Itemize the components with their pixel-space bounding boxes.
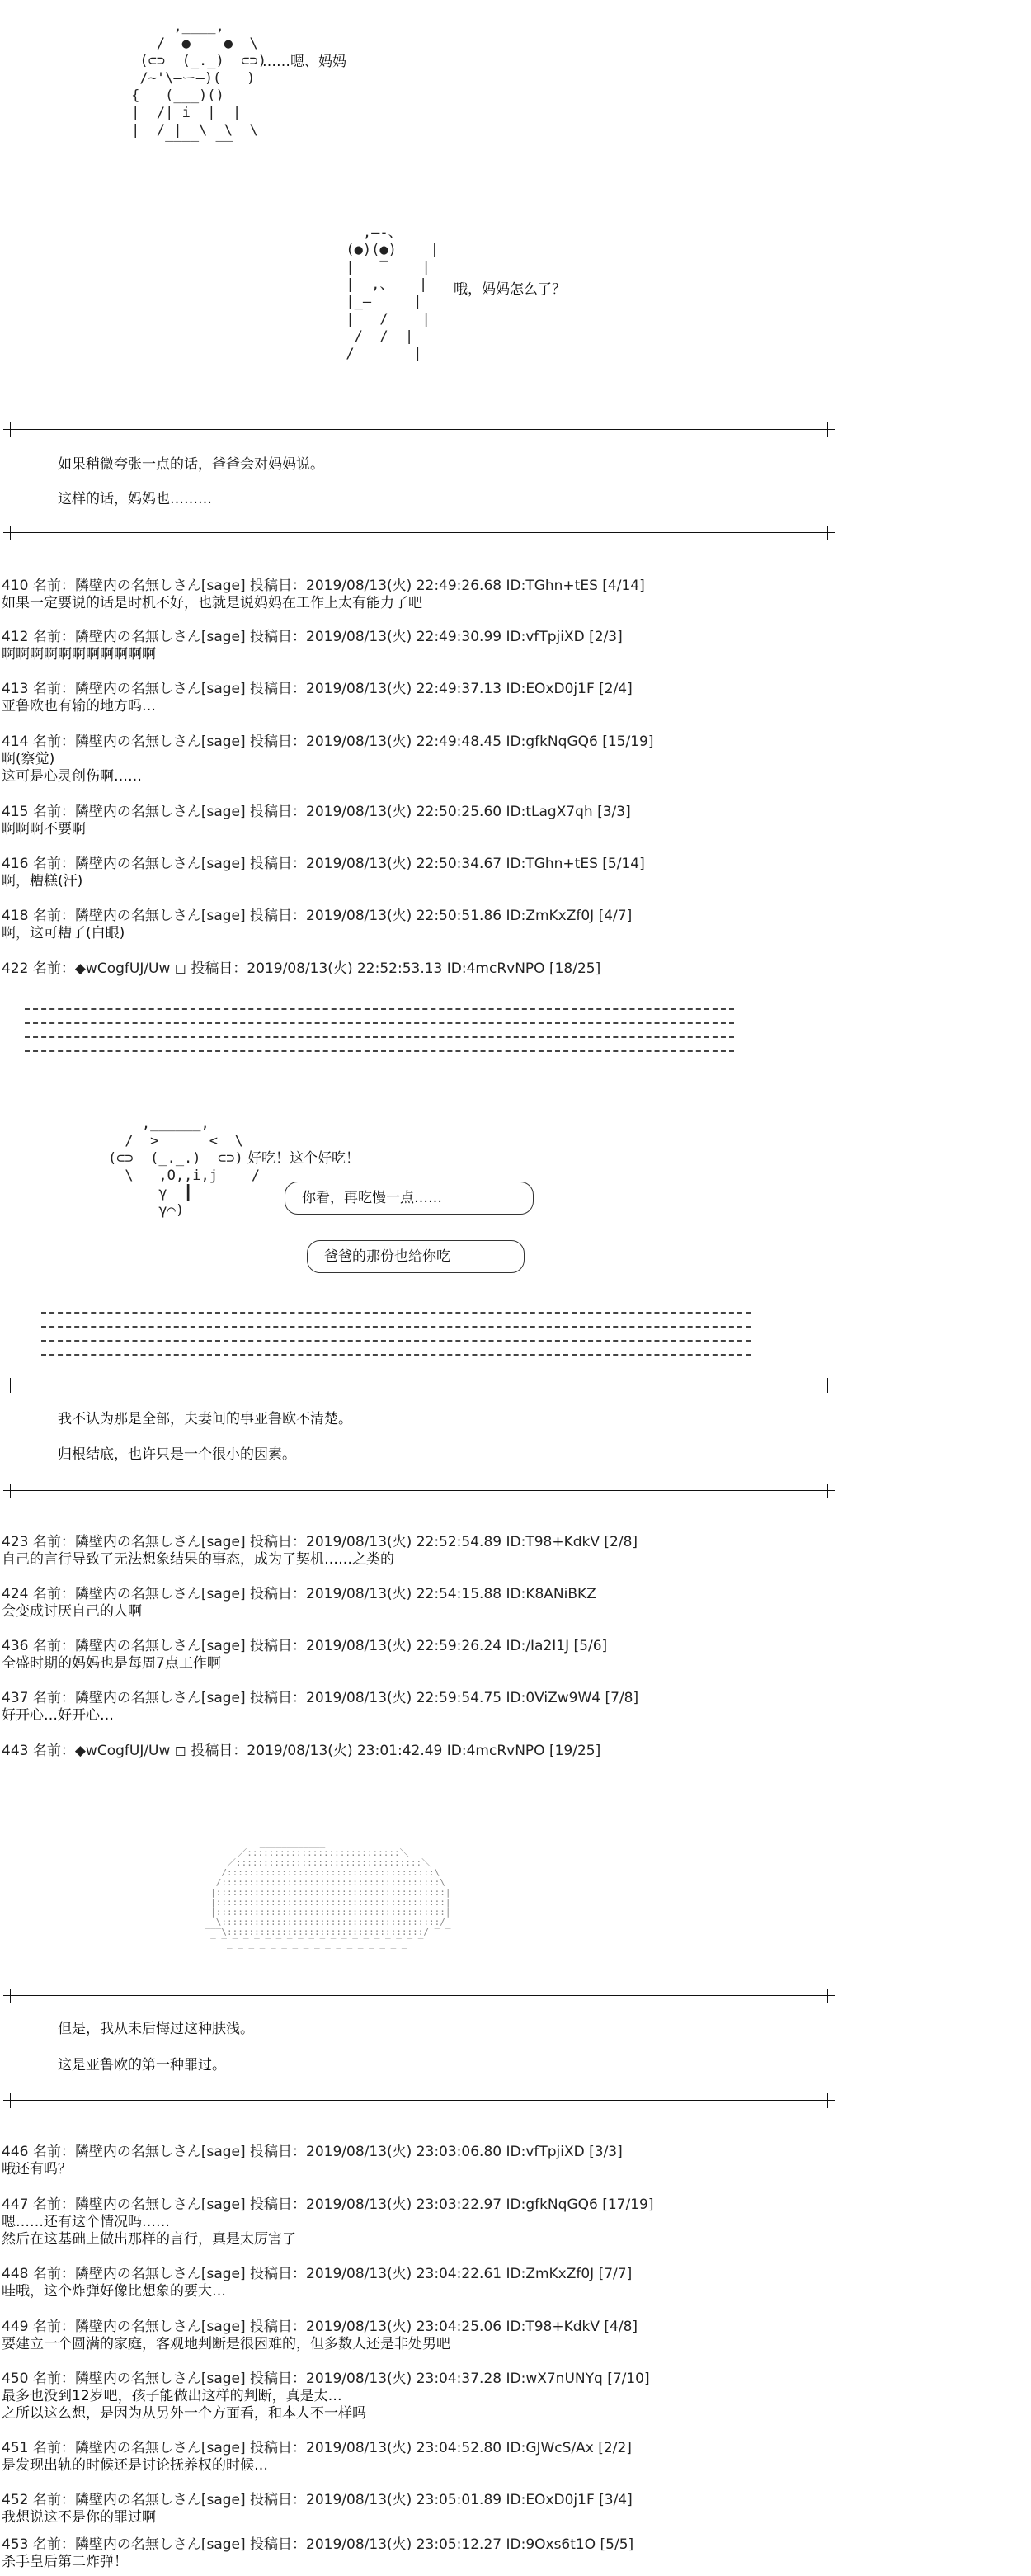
post — [2, 1638, 607, 1673]
post-body-line: 啊啊啊啊啊啊啊啊啊啊啊 — [2, 646, 156, 663]
scene-divider — [3, 1995, 835, 1996]
scene-divider — [3, 429, 835, 430]
narration-line: 但是，我从未后悔过这种肤浅。 — [58, 2021, 254, 2037]
ascii-art-face-3: ,______, / > < \ (⊂⊃ (_._.) ⊂⊃) \ ,O,,i,j / γ ┃ γ⌒) — [107, 1116, 261, 1219]
post-header: 449 名前：隣壁内の名無しさん[sage] 投稿日：2019/08/13(火) 23:04:25.06 ID:T98+KdkV [4/8] — [2, 2319, 638, 2335]
post — [2, 2536, 633, 2571]
post-header: 414 名前：隣壁内の名無しさん[sage] 投稿日：2019/08/13(火) 22:49:48.45 ID:gfkNqGQ6 [15/19] — [2, 734, 654, 750]
ascii-art-dotted-blob: ____________ ／::::::::::::::::::::::::::::＼ ／::::::::::::::::::::::::::::::::::＼ /::::::::::::::::::::::::::::::::::::::\ /::::::::::::::::::::::::::::::::::::::::\ |::::::::::::::::::::::::::::::::::::::::::| |::::::::::::::::::::::::::::::::::::::::::| |::::::::::::::::::::::::::::::::::::::::::| \::::::::::::::::::::::::::::::::::::::::/ ‾‾‾\::::::::::::::::::::::::::::::::::::/ ‾ ‾ ‾ ‾ ‾ ‾ ‾ ‾ ‾ ‾ ‾ ‾ ‾ ‾ ‾ ‾ ‾ ‾ ‾ ‾ ‾ ‾ ‾ ‾ ‾ ‾ ‾ ‾ ‾ ‾ ‾ ‾ ‾ ‾ ‾ ‾ ‾ ‾ ‾ — [205, 1838, 451, 1957]
post — [2, 2196, 653, 2248]
post — [2, 578, 645, 612]
post — [2, 2266, 632, 2300]
post-header: 436 名前：隣壁内の名無しさん[sage] 投稿日：2019/08/13(火) 22:59:26.24 ID:/Ia2I1J [5/6] — [2, 1638, 608, 1654]
narration-line: 我不认为那是全部，夫妻间的事亚鲁欧不清楚。 — [58, 1411, 352, 1427]
narration-line: 归根结底，也许只是一个很小的因素。 — [58, 1446, 296, 1463]
post — [2, 2492, 633, 2526]
speech-line-2: 哦，妈妈怎么了？ — [454, 281, 566, 298]
dashed-art-lines — [41, 1312, 751, 1368]
narration-line: 如果稍微夸张一点的话，爸爸会对妈妈说。 — [58, 456, 324, 473]
post-header: 410 名前：隣壁内の名無しさん[sage] 投稿日：2019/08/13(火) 22:49:26.68 ID:TGhn+tES [4/14] — [2, 578, 645, 594]
post-body-line: 我想说这不是你的罪过啊 — [2, 2509, 156, 2526]
post-body-line: 要建立一个圆满的家庭，客观地判断是很困难的，但多数人还是非处男吧 — [2, 2336, 450, 2352]
post — [2, 908, 632, 942]
post-body-line: 最多也没到12岁吧，孩子能做出这样的判断，真是太… — [2, 2388, 342, 2404]
ascii-art-face-1: ,____, / ● ● \ (⊂⊃ (_._) ⊂⊃) /~'\—ー—)( ) { (___)() | /| i | | | / | \ \ \ ‾‾‾‾ ‾‾ — [131, 18, 266, 156]
post-header: 451 名前：隣壁内の名無しさん[sage] 投稿日：2019/08/13(火) 23:04:52.80 ID:GJWcS/Ax [2/2] — [2, 2440, 632, 2456]
narration-line: 这是亚鲁欧的第一种罪过。 — [58, 2057, 226, 2074]
post-body-line: 全盛时期的妈妈也是每周7点工作啊 — [2, 1655, 221, 1672]
post-header: 416 名前：隣壁内の名無しさん[sage] 投稿日：2019/08/13(火) 22:50:34.67 ID:TGhn+tES [5/14] — [2, 856, 645, 872]
post-header: 412 名前：隣壁内の名無しさん[sage] 投稿日：2019/08/13(火) 22:49:30.99 ID:vfTpjiXD [2/3] — [2, 629, 623, 645]
scene-divider — [3, 532, 835, 533]
post-body-line: 啊(察觉) — [2, 751, 55, 767]
post — [2, 804, 631, 838]
post — [2, 681, 633, 715]
speech-bubble: 你看，再吃慢一点…… — [285, 1182, 534, 1215]
post-header: 443 名前：◆wCogfUJ/Uw ◻ 投稿日：2019/08/13(火) 23:01:42.49 ID:4mcRvNPO [19/25] — [2, 1743, 601, 1759]
scene-divider — [3, 1490, 835, 1491]
post-body-line: 如果一定要说的话是时机不好，也就是说妈妈在工作上太有能力了吧 — [2, 595, 422, 611]
post-body-line: 这可是心灵创伤啊…… — [2, 768, 142, 785]
post-body-line: 会变成讨厌自己的人啊 — [2, 1603, 142, 1620]
dashed-art-lines — [25, 1008, 734, 1064]
post — [2, 1743, 600, 1760]
post-header: 447 名前：隣壁内の名無しさん[sage] 投稿日：2019/08/13(火) 23:03:22.97 ID:gfkNqGQ6 [17/19] — [2, 2196, 654, 2213]
post — [2, 1534, 638, 1569]
post-body-line: 然后在这基础上做出那样的言行，真是太厉害了 — [2, 2231, 296, 2248]
post-header: 415 名前：隣壁内の名無しさん[sage] 投稿日：2019/08/13(火) 22:50:25.60 ID:tLagX7qh [3/3] — [2, 804, 631, 820]
post-body-line: 啊，糟糕(汗) — [2, 873, 83, 889]
post-header: 453 名前：隣壁内の名無しさん[sage] 投稿日：2019/08/13(火) 23:05:12.27 ID:9Oxs6t1O [5/5] — [2, 2536, 634, 2553]
post-body-line: 啊，这可糟了(白眼) — [2, 925, 125, 941]
post-header: 424 名前：隣壁内の名無しさん[sage] 投稿日：2019/08/13(火) 22:54:15.88 ID:K8ANiBKZ — [2, 1586, 596, 1602]
speech-line-1: ……嗯、妈妈 — [262, 54, 346, 70]
narration-line: 这样的话，妈妈也……… — [58, 491, 212, 507]
post-body-line: 啊啊啊不要啊 — [2, 821, 86, 837]
ascii-art-face-2: ,—-、 (●)(●) | | ‾ | | ,、 | |_— | | / | / / | / | — [346, 224, 439, 362]
post-body-line: 杀手皇后第二炸弹！ — [2, 2554, 128, 2570]
post — [2, 2440, 632, 2475]
post-body-line: 是发现出轨的时候还是讨论抚养权的时候… — [2, 2457, 268, 2474]
post — [2, 629, 623, 663]
post-body-line: 自己的言行导致了无法想象结果的事态，成为了契机……之类的 — [2, 1551, 394, 1568]
post-body-line: 嗯……还有这个情况吗…… — [2, 2214, 170, 2230]
post — [2, 856, 645, 890]
post-body-line: 之所以这么想，是因为从另外一个方面看，和本人不一样吗 — [2, 2405, 366, 2422]
post-header: 437 名前：隣壁内の名無しさん[sage] 投稿日：2019/08/13(火) 22:59:54.75 ID:0ViZw9W4 [7/8] — [2, 1690, 639, 1706]
post-header: 448 名前：隣壁内の名無しさん[sage] 投稿日：2019/08/13(火) 23:04:22.61 ID:ZmKxZf0J [7/7] — [2, 2266, 633, 2282]
post-header: 446 名前：隣壁内の名無しさん[sage] 投稿日：2019/08/13(火) 23:03:06.80 ID:vfTpjiXD [3/3] — [2, 2144, 623, 2160]
speech-line-3: 好吃！这个好吃！ — [247, 1150, 360, 1167]
post-header: 423 名前：隣壁内の名無しさん[sage] 投稿日：2019/08/13(火) 22:52:54.89 ID:T98+KdkV [2/8] — [2, 1534, 638, 1550]
post-header: 422 名前：◆wCogfUJ/Uw ◻ 投稿日：2019/08/13(火) 22:52:53.13 ID:4mcRvNPO [18/25] — [2, 960, 601, 977]
post — [2, 2144, 623, 2178]
speech-bubble: 爸爸的那份也给你吃 — [307, 1240, 525, 1273]
post-header: 413 名前：隣壁内の名無しさん[sage] 投稿日：2019/08/13(火) 22:49:37.13 ID:EOxD0j1F [2/4] — [2, 681, 633, 697]
post — [2, 734, 653, 786]
post — [2, 1690, 638, 1724]
scene-divider — [3, 2100, 835, 2101]
post — [2, 2319, 638, 2353]
post-body-line: 好开心…好开心… — [2, 1707, 114, 1724]
post-header: 418 名前：隣壁内の名無しさん[sage] 投稿日：2019/08/13(火) 22:50:51.86 ID:ZmKxZf0J [4/7] — [2, 908, 633, 924]
post-body-line: 哇哦，这个炸弹好像比想象的要大… — [2, 2283, 226, 2300]
post — [2, 2371, 650, 2423]
post — [2, 1586, 596, 1621]
post-body-line: 哦还有吗？ — [2, 2161, 72, 2177]
post-body-line: 亚鲁欧也有输的地方吗… — [2, 698, 156, 715]
post — [2, 960, 600, 978]
post-header: 452 名前：隣壁内の名無しさん[sage] 投稿日：2019/08/13(火) 23:05:01.89 ID:EOxD0j1F [3/4] — [2, 2492, 633, 2508]
post-header: 450 名前：隣壁内の名無しさん[sage] 投稿日：2019/08/13(火) 23:04:37.28 ID:wX7nUNYq [7/10] — [2, 2371, 650, 2387]
